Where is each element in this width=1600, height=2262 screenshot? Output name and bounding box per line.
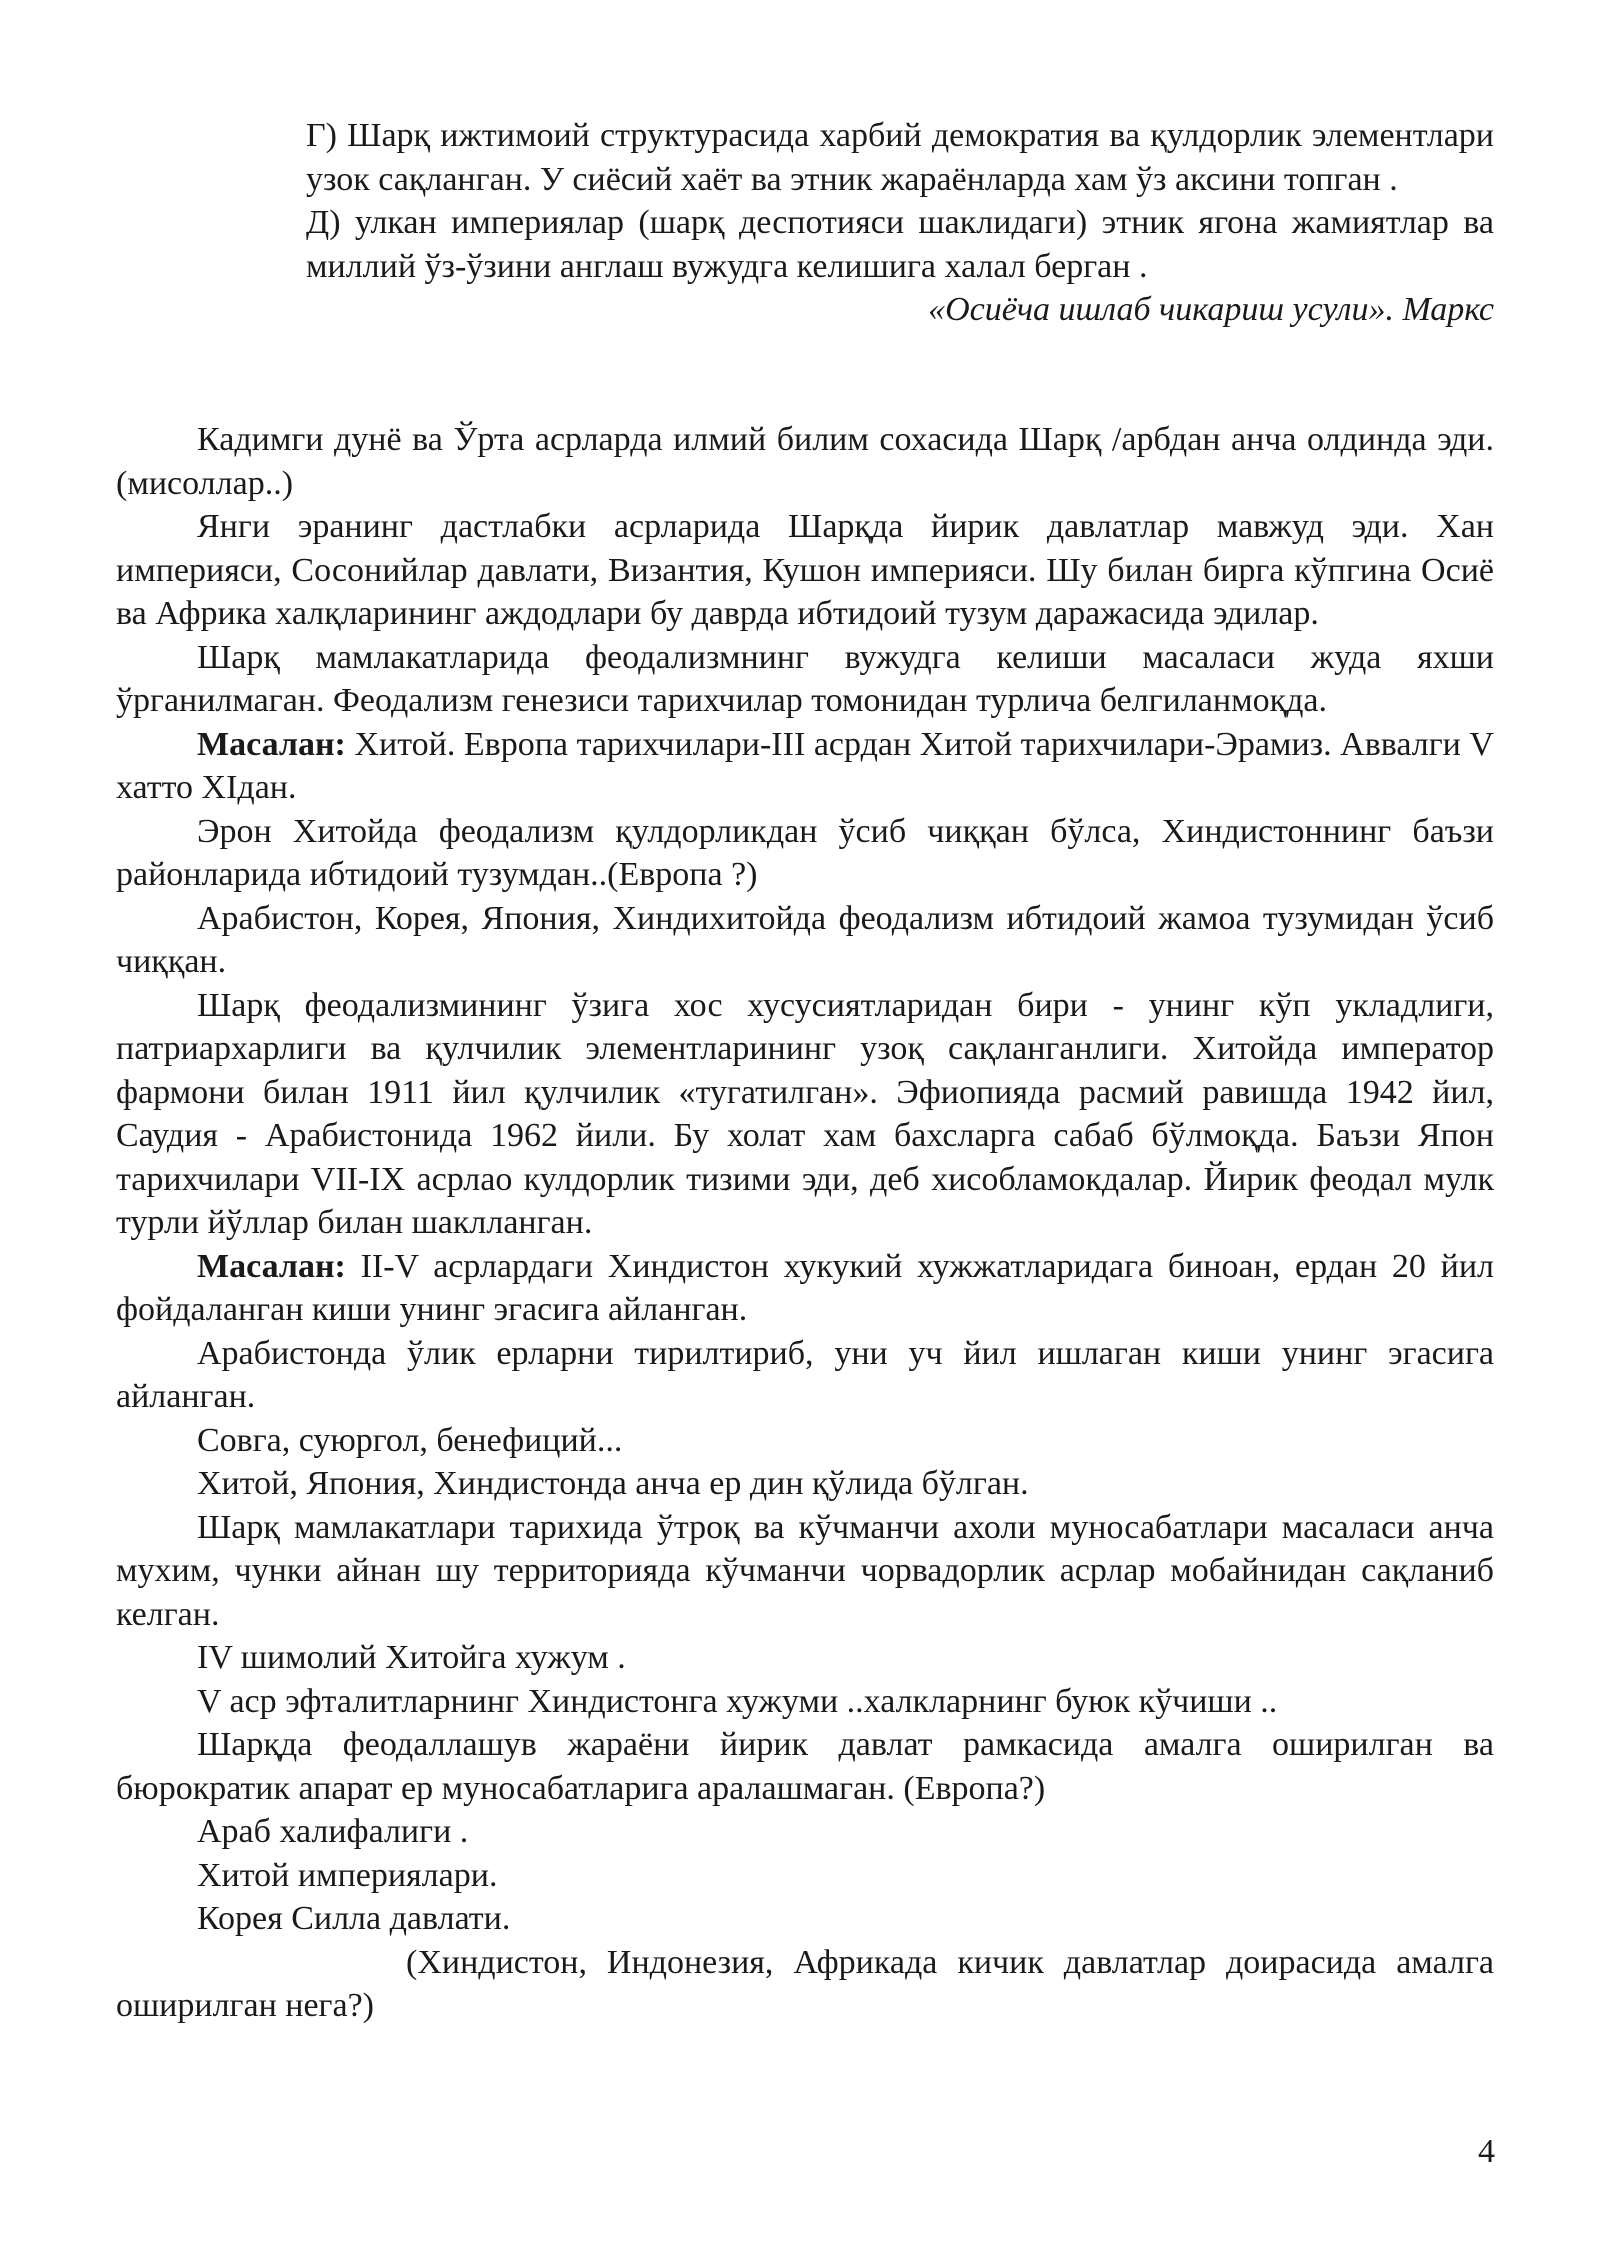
paragraph: Янги эранинг дастлабки асрларида Шарқда йирик давлатлар мавжуд эди. Хан империяси, Сосонийлар давлати, Византия, Кушон империяси. Шу билан бирга кўпгина Осиё ва Африка халқларининг аждодлари бу даврда ибтидоий тузум даражасида эдилар. xyxy=(116,508,1494,632)
paragraph: Хитой, Япония, Хиндистонда анча ер дин қўлида бўлган. xyxy=(197,1465,1029,1502)
paragraph: Шарқ феодализмининг ўзига хос хусусиятларидан бири - унинг кўп укладлиги, патриархарлиги ва қулчилик элементларининг узоқ сақланганлиги. Хитойда император фармони билан 1911 йил қулчилик «тугатилган». Эфиопияда расмий равишда 1942 йил, Саудия - Арабистонида 1962 йили. Бу холат хам бахсларга сабаб бўлмоқда. Баъзи Япон тарихчилари VII-IX асрлао кулдорлик тизими эди, деб хисобламокдалар. Йирик феодал мулк турли йўллар билан шаклланган. xyxy=(116,986,1494,1241)
body-text xyxy=(116,418,1494,2028)
paragraph-text: II-V асрлардаги Хиндистон хукукий хужжатларидага биноан, ердан 20 йил фойдаланган киши унинг эгасига айланган. xyxy=(116,1247,1494,1328)
paragraph: Хитой империялари. xyxy=(197,1856,498,1894)
quote-attribution: «Осиёча ишлаб чикариш усули». Маркс xyxy=(928,291,1494,328)
quote-paragraph-g: Г) Шарқ ижтимоий структурасида харбий демократия ва қулдорлик элементлари узок сақланган. У сиёсий хаёт ва этник жараёнларда хам ўз аксини топган . xyxy=(306,117,1494,198)
paragraph: Арабистон, Корея, Япония, Хиндихитойда феодализм ибтидоий жамоа тузумидан ўсиб чиққан. xyxy=(116,899,1494,980)
paragraph: Шарқ мамлакатлари тарихида ўтроқ ва кўчманчи ахоли муносабатлари масаласи анча мухим, чунки айнан шу территорияда кўчманчи чорвадорлик асрлар мобайнидан сақланиб келган. xyxy=(116,1508,1494,1633)
paragraph xyxy=(116,1245,1494,1332)
paragraph: Совга, суюргол, бенефиций... xyxy=(197,1421,623,1459)
example-label: Масалан: xyxy=(197,1247,346,1285)
paragraph-text: Хитой. Европа тарихчилари-III асрдан Хитой тарихчилари-Эрамиз. Аввалги V хатто XIдан. xyxy=(116,725,1494,806)
paragraph: Араб халифалиги . xyxy=(197,1813,469,1850)
quote-paragraph-d: Д) улкан империялар (шарқ деспотияси шаклидаги) этник ягона жамиятлар ва миллий ўз-ўзини англаш вужудга келишига халал берган . xyxy=(306,204,1494,285)
paragraph: Кадимги дунё ва Ўрта асрларда илмий билим сохасида Шарқ /арбдан анча олдинда эди. (мисоллар..) xyxy=(116,421,1494,502)
paragraph: Шарқ мамлакатларида феодализмнинг вужудга келиши масаласи жуда яхши ўрганилмаган. Феодализм генезиси тарихчилар томонидан турлича белгиланмоқда. xyxy=(116,638,1494,719)
paragraph: IV шимолий Хитойга хужум . xyxy=(197,1639,626,1676)
paragraph xyxy=(116,723,1494,810)
paragraph: Корея Силла давлати. xyxy=(197,1900,511,1937)
paragraph: Арабистонда ўлик ерларни тирилтириб, уни уч йил ишлаган киши унинг эгасига айланган. xyxy=(116,1334,1494,1415)
page-number: 4 xyxy=(1478,2133,1495,2170)
example-label: Масалан: xyxy=(197,725,346,763)
paragraph: Шарқда феодаллашув жараёни йирик давлат рамкасида амалга оширилган ва бюрократик апарат ер муносабатларига аралашмаган. (Европа?) xyxy=(116,1726,1494,1807)
paragraph: (Хиндистон, Индонезия, Африкада кичик давлатлар доирасида амалга оширилган нега?) xyxy=(116,1943,1494,2024)
paragraph: Эрон Хитойда феодализм қулдорликдан ўсиб чиққан бўлса, Хиндистоннинг баъзи районларида ибтидоий тузумдан..(Европа ?) xyxy=(116,812,1494,893)
paragraph: V аср эфталитларнинг Хиндистонга хужуми ..халкларнинг буюк кўчиши .. xyxy=(197,1682,1278,1720)
quote-block xyxy=(306,114,1494,332)
